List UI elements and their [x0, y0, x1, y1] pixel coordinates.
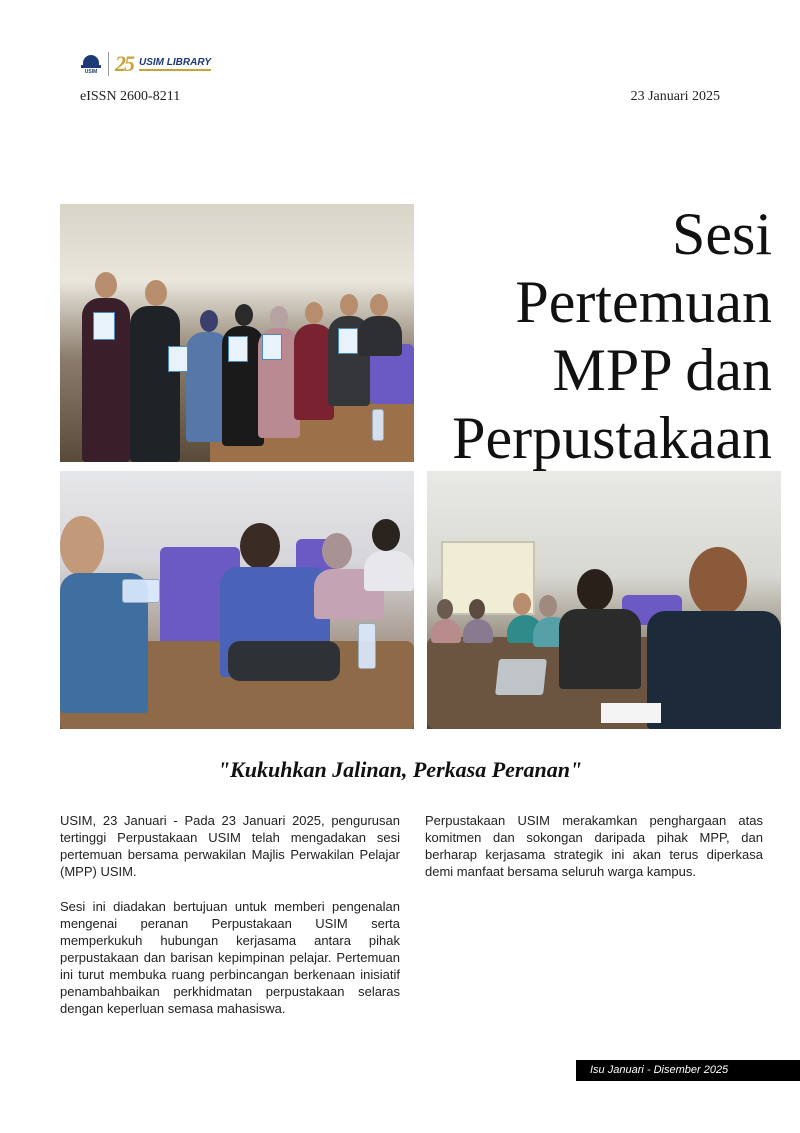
body-paragraph: USIM, 23 Januari - Pada 23 Januari 2025, pengurusan tertinggi Perpustakaan USIM telah mengadakan sesi pertemuan bersama perwakilan Majlis Perwakilan Pelajar (MPP) USIM. — [60, 813, 400, 879]
meeting-photo-staff — [427, 471, 781, 729]
body-paragraph: Perpustakaan USIM merakamkan penghargaan atas komitmen dan sokongan daripada pihak MPP, dan berharap kerjasama strategik ini akan terus diperkasa demi manfaat bersama seluruh warga kampus. — [425, 813, 763, 879]
article-body-left — [60, 812, 400, 1035]
usim-library-logo — [80, 50, 211, 78]
logo-divider — [108, 52, 109, 76]
anniversary-25-logo: 25 — [115, 51, 133, 76]
publication-date: 23 Januari 2025 — [630, 89, 720, 104]
issue-label: Isu Januari - Disember 2025 — [576, 1060, 800, 1081]
article-body-right — [425, 812, 763, 898]
usim-library-wordmark: USIM LIBRARY — [139, 57, 211, 71]
title-line: Perpustakaan — [452, 405, 772, 471]
title-line: MPP dan — [552, 337, 772, 403]
meeting-photo-students — [60, 471, 414, 729]
group-photo — [60, 204, 414, 462]
body-paragraph: Sesi ini diadakan bertujuan untuk memberi pengenalan mengenai peranan Perpustakaan USIM serta memperkukuh hubungan kerjasama antara pihak perpustakaan dan barisan kepimpinan pelajar. Pertemuan ini turut membuka ruang perbincangan berkenaan inisiatif penambahbaikan perkhidmatan perpustakaan selaras dengan keperluan semasa mahasiswa. — [60, 899, 400, 1016]
article-quote: "Kukuhkan Jalinan, Perkasa Peranan" — [217, 757, 583, 782]
issn-label: eISSN 2600-8211 — [80, 89, 181, 104]
title-line: Sesi — [671, 201, 772, 267]
title-line: Pertemuan — [515, 269, 772, 335]
usim-seal-icon: USIM — [80, 53, 102, 75]
article-title — [412, 200, 772, 472]
